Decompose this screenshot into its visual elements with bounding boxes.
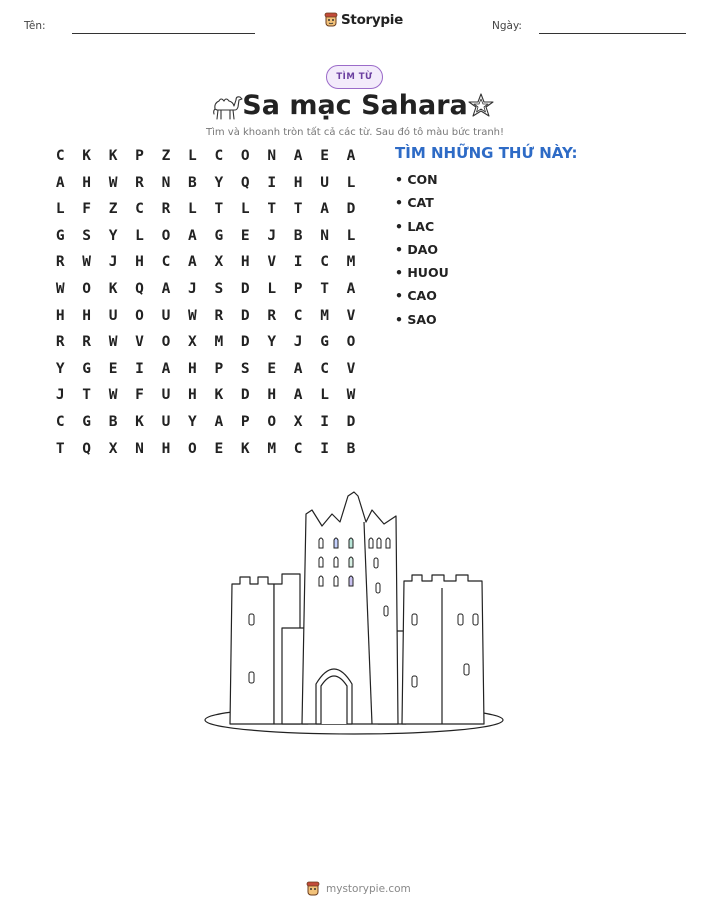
footer-url[interactable]: mystorypie.com — [326, 883, 411, 895]
grid-cell[interactable]: C — [320, 360, 329, 377]
grid-cell[interactable]: V — [135, 334, 144, 351]
grid-cell[interactable]: M — [267, 440, 277, 457]
grid-cell[interactable]: N — [320, 227, 329, 244]
grid-cell[interactable]: Z — [108, 201, 118, 218]
grid-cell[interactable]: T — [320, 280, 329, 297]
castle-illustration — [200, 488, 510, 740]
grid-cell[interactable]: X — [214, 254, 224, 271]
grid-cell[interactable]: I — [320, 440, 329, 457]
grid-cell[interactable]: O — [188, 440, 197, 457]
grid-cell[interactable]: G — [55, 227, 65, 244]
grid-cell[interactable]: B — [293, 227, 303, 244]
grid-cell[interactable]: U — [320, 174, 329, 191]
grid-cell[interactable]: P — [135, 148, 144, 164]
date-label: Ngày: — [492, 20, 522, 32]
grid-cell[interactable]: S — [82, 227, 92, 244]
grid-cell[interactable]: D — [346, 413, 356, 430]
grid-cell[interactable]: V — [346, 360, 356, 377]
grid-cell[interactable]: X — [108, 440, 118, 457]
grid-cell[interactable]: F — [135, 387, 144, 404]
grid-cell[interactable]: W — [188, 307, 197, 324]
grid-cell[interactable]: W — [346, 387, 356, 404]
grid-cell[interactable]: K — [240, 440, 250, 457]
grid-cell[interactable]: M — [214, 334, 224, 351]
grid-cell[interactable]: I — [293, 254, 303, 271]
grid-cell[interactable]: A — [161, 360, 171, 377]
grid-cell[interactable]: H — [240, 254, 250, 271]
grid-cell[interactable]: L — [188, 201, 197, 218]
grid-cell[interactable]: T — [267, 201, 277, 218]
grid-cell[interactable]: H — [267, 387, 277, 404]
grid-cell[interactable]: G — [82, 360, 92, 377]
grid-cell[interactable]: X — [293, 413, 303, 430]
grid-cell[interactable]: V — [267, 254, 277, 271]
word-list-item: • CAT — [395, 195, 434, 211]
grid-cell[interactable]: Q — [135, 280, 144, 297]
grid-cell[interactable]: C — [320, 254, 329, 271]
grid-cell[interactable]: R — [82, 334, 92, 351]
grid-cell[interactable]: C — [55, 413, 65, 430]
grid-cell[interactable]: A — [161, 280, 171, 297]
grid-cell[interactable]: D — [240, 334, 250, 351]
grid-cell[interactable]: G — [214, 227, 224, 244]
grid-cell[interactable]: E — [108, 360, 118, 377]
word-search-grid — [47, 148, 364, 467]
grid-cell[interactable]: P — [240, 413, 250, 430]
grid-cell[interactable]: T — [82, 387, 92, 404]
grid-cell[interactable]: W — [55, 280, 65, 297]
grid-cell[interactable]: K — [108, 280, 118, 297]
grid-cell[interactable]: C — [55, 148, 65, 164]
grid-cell[interactable]: G — [82, 413, 92, 430]
grid-cell[interactable]: Q — [82, 440, 92, 457]
grid-cell[interactable]: O — [161, 227, 171, 244]
grid-cell[interactable]: Q — [240, 174, 250, 191]
grid-cell[interactable]: E — [267, 360, 277, 377]
grid-cell[interactable]: R — [214, 307, 224, 324]
storypie-mascot-icon — [324, 12, 338, 28]
grid-cell[interactable]: J — [55, 387, 65, 404]
grid-cell[interactable]: O — [346, 334, 356, 351]
word-list — [395, 172, 449, 335]
grid-cell[interactable]: A — [293, 387, 303, 404]
grid-cell[interactable]: K — [82, 148, 92, 164]
grid-cell[interactable]: X — [188, 334, 197, 351]
grid-cell[interactable]: H — [135, 254, 144, 271]
grid-cell[interactable]: I — [320, 413, 329, 430]
grid-cell[interactable]: L — [240, 201, 250, 218]
grid-cell[interactable]: M — [320, 307, 329, 324]
grid-cell[interactable]: A — [293, 360, 303, 377]
word-list-item: • DAO — [395, 241, 439, 257]
grid-cell[interactable]: I — [135, 360, 144, 377]
name-label: Tên: — [24, 20, 46, 32]
grid-cell[interactable]: A — [188, 227, 197, 244]
grid-cell[interactable]: T — [214, 201, 224, 218]
brand-logo — [324, 12, 403, 28]
grid-cell[interactable]: B — [188, 174, 197, 191]
grid-cell[interactable]: U — [161, 307, 171, 324]
grid-cell[interactable]: C — [293, 440, 303, 457]
grid-cell[interactable]: Y — [188, 413, 197, 430]
grid-cell[interactable]: E — [320, 148, 329, 164]
grid-cell[interactable]: R — [55, 334, 65, 351]
grid-cell[interactable]: A — [346, 148, 356, 164]
grid-cell[interactable]: C — [293, 307, 303, 324]
grid-cell[interactable]: L — [320, 387, 329, 404]
grid-cell[interactable]: U — [108, 307, 118, 324]
grid-cell[interactable]: L — [267, 280, 277, 297]
page-title: Sa mạc Sahara — [242, 90, 468, 121]
grid-cell[interactable]: O — [240, 148, 250, 164]
grid-cell[interactable]: A — [188, 254, 197, 271]
grid-cell[interactable]: G — [320, 334, 329, 351]
grid-cell[interactable]: H — [55, 307, 65, 324]
grid-cell[interactable]: K — [108, 148, 118, 164]
grid-cell[interactable]: N — [161, 174, 171, 191]
grid-cell[interactable]: Y — [267, 334, 277, 351]
grid-cell[interactable]: J — [108, 254, 118, 271]
word-list-item: • HUOU — [395, 265, 449, 281]
grid-cell[interactable]: P — [214, 360, 224, 377]
grid-cell[interactable]: J — [293, 334, 303, 351]
grid-cell[interactable]: H — [188, 387, 197, 404]
grid-cell[interactable]: L — [55, 201, 65, 218]
grid-cell[interactable]: O — [161, 334, 171, 351]
grid-cell[interactable]: K — [214, 387, 224, 404]
grid-cell[interactable]: R — [55, 254, 65, 271]
grid-cell[interactable]: D — [346, 201, 356, 218]
grid-cell[interactable]: W — [108, 334, 118, 351]
word-list-item: • CAO — [395, 288, 437, 304]
grid-cell[interactable]: D — [240, 387, 250, 404]
grid-cell[interactable]: B — [108, 413, 118, 430]
grid-cell[interactable]: E — [240, 227, 250, 244]
grid-cell[interactable]: A — [293, 148, 303, 164]
grid-cell[interactable]: A — [55, 174, 65, 191]
grid-cell[interactable]: E — [214, 440, 224, 457]
grid-cell[interactable]: O — [135, 307, 144, 324]
grid-cell[interactable]: Y — [108, 227, 118, 244]
grid-cell[interactable]: C — [214, 148, 224, 164]
grid-cell[interactable]: R — [135, 174, 144, 191]
grid-cell[interactable]: B — [346, 440, 356, 457]
grid-cell[interactable]: D — [240, 280, 250, 297]
grid-cell[interactable]: L — [135, 227, 144, 244]
grid-cell[interactable]: C — [135, 201, 144, 218]
grid-cell[interactable]: L — [188, 148, 197, 164]
grid-cell[interactable]: P — [293, 280, 303, 297]
grid-cell[interactable]: U — [161, 387, 171, 404]
grid-cell[interactable]: Y — [214, 174, 224, 191]
grid-cell[interactable]: A — [346, 280, 356, 297]
grid-cell[interactable]: A — [214, 413, 224, 430]
grid-cell[interactable]: H — [82, 307, 92, 324]
grid-cell[interactable]: O — [267, 413, 277, 430]
grid-cell[interactable]: Z — [161, 148, 171, 164]
storypie-mascot-icon — [306, 881, 320, 897]
grid-cell[interactable]: T — [55, 440, 65, 457]
grid-cell[interactable]: D — [240, 307, 250, 324]
name-line — [72, 33, 255, 34]
grid-cell[interactable]: I — [267, 174, 277, 191]
grid-cell[interactable]: A — [320, 201, 329, 218]
activity-badge: TÌM TỪ — [326, 65, 383, 89]
grid-cell[interactable]: H — [161, 440, 171, 457]
instructions: Tìm và khoanh tròn tất cả các từ. Sau đó tô màu bức tranh! — [205, 127, 505, 138]
brand-name: Storypie — [341, 12, 403, 28]
footer — [306, 881, 411, 897]
grid-cell[interactable]: V — [346, 307, 356, 324]
grid-cell[interactable]: K — [135, 413, 144, 430]
grid-cell[interactable]: H — [293, 174, 303, 191]
grid-cell[interactable]: M — [346, 254, 356, 271]
grid-cell[interactable]: W — [108, 174, 118, 191]
word-list-item: • SAO — [395, 311, 437, 327]
grid-cell[interactable]: W — [82, 254, 92, 271]
grid-cell[interactable]: N — [135, 440, 144, 457]
grid-cell[interactable]: S — [214, 280, 224, 297]
word-list-title: TÌM NHỮNG THỨ NÀY: — [395, 144, 578, 162]
date-line — [539, 33, 686, 34]
grid-cell[interactable]: R — [161, 201, 171, 218]
grid-cell[interactable]: O — [82, 280, 92, 297]
word-list-item: • CON — [395, 172, 438, 187]
grid-cell[interactable]: N — [267, 148, 277, 164]
grid-cell[interactable]: R — [267, 307, 277, 324]
word-list-item: • LAC — [395, 218, 435, 234]
grid-cell[interactable]: L — [346, 174, 356, 191]
grid-cell[interactable]: W — [108, 387, 118, 404]
grid-cell[interactable]: F — [82, 201, 92, 218]
grid-cell[interactable]: C — [161, 254, 171, 271]
grid-cell[interactable]: L — [346, 227, 356, 244]
grid-cell[interactable]: J — [188, 280, 197, 297]
grid-cell[interactable]: Y — [55, 360, 65, 377]
grid-cell[interactable]: T — [293, 201, 303, 218]
grid-cell[interactable]: H — [188, 360, 197, 377]
grid-cell[interactable]: U — [161, 413, 171, 430]
grid-cell[interactable]: J — [267, 227, 277, 244]
star-icon — [466, 92, 496, 120]
grid-cell[interactable]: H — [82, 174, 92, 191]
grid-cell[interactable]: S — [240, 360, 250, 377]
